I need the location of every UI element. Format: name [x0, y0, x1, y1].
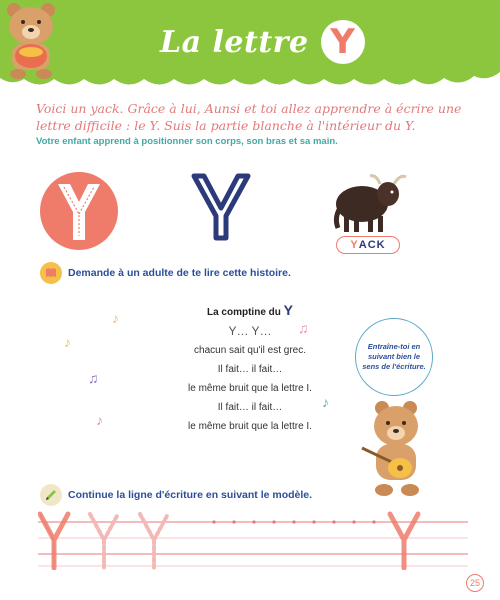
poem-block [150, 302, 350, 436]
poem-line: le même bruit que la lettre I. [188, 383, 312, 394]
music-note-icon: ♫ [298, 320, 309, 336]
parent-note: Votre enfant apprend à positionner son corps, son bras et sa main. [36, 136, 338, 147]
yak-label-rest: ACK [358, 239, 386, 251]
poem-line: chacun sait qu'il est grec. [194, 345, 306, 356]
guitar-bear-icon [360, 398, 430, 498]
music-note-icon: ♪ [112, 310, 119, 326]
poem-title-text: La comptine du [206, 307, 281, 318]
letter-y-tracing-circle [40, 172, 118, 250]
yak-icon [330, 172, 410, 234]
speech-bubble: Entraîne-toi en suivant bien le sens de l'écriture. [355, 318, 433, 396]
intro-text: Voici un yack. Grâce à lui, Aunsi et toi allez apprendre à écrire une lettre difficile : le Y. Suis la partie blanche à l'intérieur du Y. [36, 101, 462, 133]
book-icon [40, 262, 62, 284]
yak-label [336, 236, 400, 254]
music-note-icon: ♪ [64, 334, 71, 350]
yak-label-first-letter: Y [350, 239, 359, 251]
letter-y-outline [190, 172, 252, 242]
page-title: La lettre [160, 24, 309, 60]
title-letter-badge: Y [321, 20, 365, 64]
music-note-icon: ♫ [88, 370, 99, 386]
poem-line: Il fait… il fait… [217, 364, 283, 375]
poem-title [150, 302, 350, 318]
step-write-text: Continue la ligne d'écriture en suivant le modèle. [68, 489, 313, 501]
step-read-story [40, 262, 291, 284]
step-read-text: Demande à un adulte de te lire cette histoire. [68, 267, 291, 279]
poem-line: Y… Y… [228, 324, 272, 338]
header-banner [0, 0, 500, 95]
music-note-icon: ♪ [322, 394, 329, 410]
pencil-icon [40, 484, 62, 506]
music-note-icon: ♪ [96, 412, 103, 428]
poem-line: Il fait… il fait… [217, 402, 283, 413]
poem-line: le même bruit que la lettre I. [188, 421, 312, 432]
writing-practice-line [38, 510, 468, 570]
bear-icon [0, 0, 62, 80]
page-number: 25 [466, 574, 484, 592]
step-continue-writing [40, 484, 312, 506]
poem-title-letter: Y [283, 302, 294, 318]
